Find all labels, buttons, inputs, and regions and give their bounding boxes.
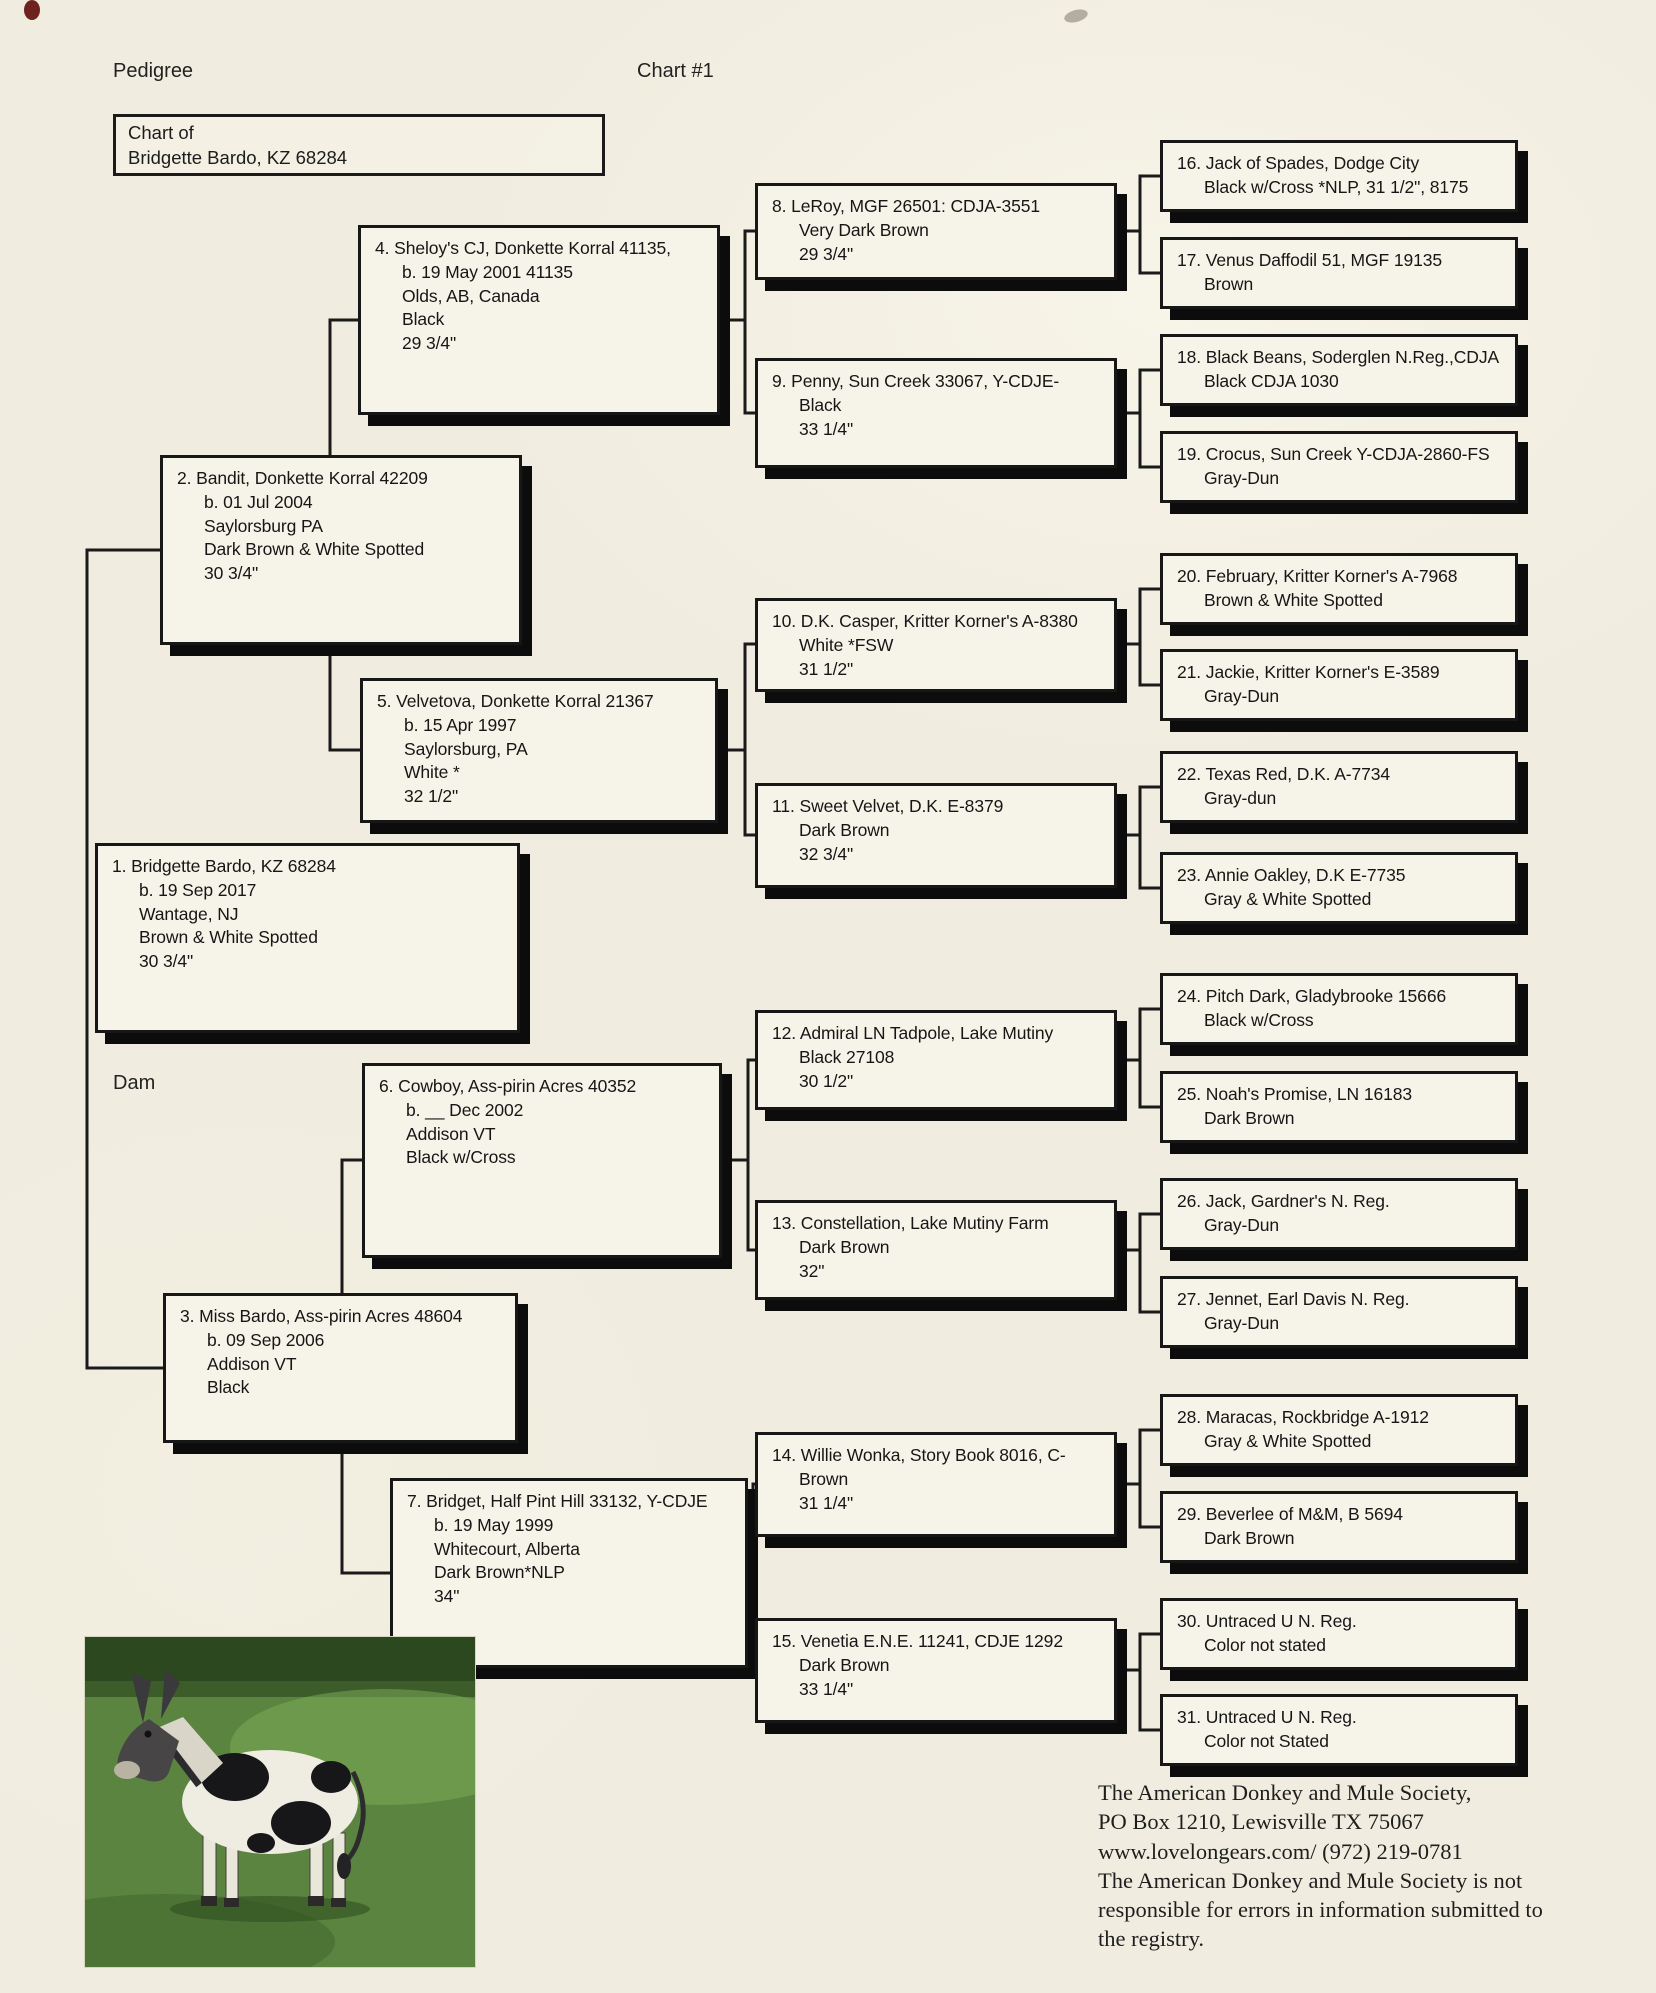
footer-line: responsible for errors in information submitted to: [1098, 1897, 1543, 1922]
pedigree-box-9: [755, 358, 1117, 468]
animal-detail-line: 30 3/4": [139, 951, 194, 972]
animal-detail-line: 30 1/2": [799, 1070, 854, 1091]
pedigree-box-20: [1160, 553, 1518, 625]
animal-detail-line: 32 3/4": [799, 843, 854, 864]
animal-detail-line: Black 27108: [799, 1046, 895, 1067]
animal-detail-line: Black: [402, 309, 445, 330]
animal-detail-line: Black w/Cross: [1204, 1009, 1314, 1030]
donkey-photo: [85, 1637, 475, 1967]
animal-detail-line: b. 09 Sep 2006: [207, 1329, 325, 1350]
pedigree-box-23: [1160, 852, 1518, 924]
animal-name-line: 23. Annie Oakley, D.K E-7735: [1177, 865, 1406, 885]
animal-detail-line: Dark Brown: [1204, 1527, 1295, 1548]
animal-name-line: 7. Bridget, Half Pint Hill 33132, Y-CDJE: [407, 1491, 708, 1511]
animal-detail-line: 33 1/4": [799, 418, 854, 439]
pedigree-box-14: [755, 1432, 1117, 1537]
animal-detail-line: Addison VT: [406, 1123, 496, 1144]
animal-name-line: 29. Beverlee of M&M, B 5694: [1177, 1504, 1403, 1524]
chart-of-line: Chart of: [128, 122, 194, 143]
animal-detail-line: Black w/Cross: [406, 1147, 516, 1168]
animal-name-line: 12. Admiral LN Tadpole, Lake Mutiny: [772, 1023, 1054, 1043]
animal-name-line: 15. Venetia E.N.E. 11241, CDJE 1292: [772, 1631, 1063, 1651]
animal-name-line: 17. Venus Daffodil 51, MGF 19135: [1177, 250, 1442, 270]
scan-artifact: [24, 0, 40, 20]
animal-name-line: 1. Bridgette Bardo, KZ 68284: [112, 856, 336, 876]
animal-name-line: 5. Velvetova, Donkette Korral 21367: [377, 691, 654, 711]
animal-name-line: 25. Noah's Promise, LN 16183: [1177, 1084, 1412, 1104]
animal-detail-line: 31 1/4": [799, 1492, 854, 1513]
animal-name-line: 24. Pitch Dark, Gladybrooke 15666: [1177, 986, 1447, 1006]
animal-name-line: 11. Sweet Velvet, D.K. E-8379: [772, 796, 1004, 816]
registry-footer: [1098, 1778, 1628, 1954]
animal-detail-line: 29 3/4": [402, 333, 457, 354]
donkey-photo-image: [85, 1637, 475, 1967]
pedigree-box-16: [1160, 140, 1518, 212]
dam-label: Dam: [113, 1072, 156, 1094]
animal-name-line: 4. Sheloy's CJ, Donkette Korral 41135,: [375, 238, 671, 258]
animal-detail-line: 29 3/4": [799, 243, 854, 264]
animal-detail-line: 34": [434, 1586, 460, 1607]
footer-line: the registry.: [1098, 1926, 1205, 1952]
pedigree-box-10: [755, 598, 1117, 692]
animal-name-line: 22. Texas Red, D.K. A-7734: [1177, 764, 1391, 784]
animal-detail-line: b. 19 May 1999: [434, 1514, 554, 1535]
animal-detail-line: Dark Brown: [799, 1236, 890, 1257]
animal-name-line: 21. Jackie, Kritter Korner's E-3589: [1177, 662, 1440, 682]
animal-detail-line: Saylorsburg, PA: [404, 738, 528, 759]
animal-name-line: 18. Black Beans, Soderglen N.Reg.,CDJA: [1177, 347, 1500, 367]
animal-name-line: 13. Constellation, Lake Mutiny Farm: [772, 1213, 1049, 1233]
animal-detail-line: Gray-Dun: [1204, 467, 1280, 488]
animal-detail-line: Black: [207, 1377, 250, 1398]
animal-detail-line: Dark Brown: [799, 1654, 890, 1675]
page-title: Pedigree: [113, 60, 194, 82]
animal-name-line: 8. LeRoy, MGF 26501: CDJA-3551: [772, 196, 1041, 216]
animal-detail-line: 31 1/2": [799, 658, 854, 679]
pedigree-box-1: [95, 843, 520, 1033]
pedigree-box-12: [755, 1010, 1117, 1110]
animal-name-line: 10. D.K. Casper, Kritter Korner's A-8380: [772, 611, 1078, 631]
animal-detail-line: 32 1/2": [404, 786, 459, 807]
animal-detail-line: Wantage, NJ: [139, 903, 239, 924]
footer-line: www.lovelongears.com/ (972) 219-0781: [1098, 1838, 1463, 1864]
animal-detail-line: b. __ Dec 2002: [406, 1099, 524, 1120]
animal-detail-line: Very Dark Brown: [799, 219, 929, 240]
animal-detail-line: Gray-Dun: [1204, 1214, 1280, 1235]
animal-name-line: 28. Maracas, Rockbridge A-1912: [1177, 1407, 1429, 1427]
animal-detail-line: Color not stated: [1204, 1634, 1326, 1655]
animal-detail-line: 32": [799, 1260, 825, 1281]
animal-name-line: 31. Untraced U N. Reg.: [1177, 1707, 1357, 1727]
animal-detail-line: b. 15 Apr 1997: [404, 714, 517, 735]
animal-detail-line: Color not Stated: [1204, 1730, 1329, 1751]
animal-name-line: 30. Untraced U N. Reg.: [1177, 1611, 1357, 1631]
animal-detail-line: Whitecourt, Alberta: [434, 1538, 580, 1559]
animal-detail-line: Gray & White Spotted: [1204, 888, 1372, 909]
animal-detail-line: Olds, AB, Canada: [402, 285, 540, 306]
animal-name-line: 20. February, Kritter Korner's A-7968: [1177, 566, 1458, 586]
animal-name-line: 26. Jack, Gardner's N. Reg.: [1177, 1191, 1390, 1211]
pedigree-box-21: [1160, 649, 1518, 721]
footer-line: PO Box 1210, Lewisville TX 75067: [1098, 1809, 1424, 1835]
animal-name-line: 3. Miss Bardo, Ass-pirin Acres 48604: [180, 1306, 463, 1326]
animal-detail-line: Black w/Cross *NLP, 31 1/2", 8175: [1204, 176, 1469, 197]
animal-detail-line: Addison VT: [207, 1353, 297, 1374]
chart-of-subject-line: Bridgette Bardo, KZ 68284: [128, 146, 348, 168]
animal-detail-line: Gray-Dun: [1204, 685, 1280, 706]
animal-detail-line: 30 3/4": [204, 563, 259, 584]
animal-detail-line: Dark Brown: [799, 819, 890, 840]
pedigree-box-8: [755, 183, 1117, 280]
animal-detail-line: Brown & White Spotted: [139, 927, 318, 948]
pedigree-box-24: [1160, 973, 1518, 1045]
animal-detail-line: b. 19 May 2001 41135: [402, 261, 573, 282]
pedigree-box-30: [1160, 1598, 1518, 1670]
pedigree-box-25: [1160, 1071, 1518, 1143]
animal-detail-line: Brown & White Spotted: [1204, 589, 1383, 610]
pedigree-box-4: [358, 225, 720, 415]
animal-name-line: 2. Bandit, Donkette Korral 42209: [177, 468, 428, 488]
pedigree-box-26: [1160, 1178, 1518, 1250]
animal-name-line: 19. Crocus, Sun Creek Y-CDJA-2860-FS: [1177, 444, 1490, 464]
animal-detail-line: b. 19 Sep 2017: [139, 879, 257, 900]
pedigree-box-17: [1160, 237, 1518, 309]
animal-detail-line: Gray-Dun: [1204, 1312, 1280, 1333]
animal-detail-line: 33 1/4": [799, 1678, 854, 1699]
animal-name-line: 27. Jennet, Earl Davis N. Reg.: [1177, 1289, 1410, 1309]
animal-detail-line: Brown: [799, 1468, 849, 1489]
animal-detail-line: Gray-dun: [1204, 787, 1277, 808]
pedigree-box-2: [160, 455, 522, 645]
chart-number-label: Chart #1: [637, 60, 714, 82]
animal-detail-line: Dark Brown & White Spotted: [204, 539, 425, 560]
animal-detail-line: Dark Brown: [1204, 1107, 1295, 1128]
pedigree-box-5: [360, 678, 718, 823]
animal-detail-line: Black: [799, 394, 842, 415]
pedigree-box-19: [1160, 431, 1518, 503]
animal-detail-line: Black CDJA 1030: [1204, 370, 1339, 391]
pedigree-box-31: [1160, 1694, 1518, 1766]
pedigree-box-28: [1160, 1394, 1518, 1466]
animal-name-line: 6. Cowboy, Ass-pirin Acres 40352: [379, 1076, 637, 1096]
pedigree-box-18: [1160, 334, 1518, 406]
pedigree-box-13: [755, 1200, 1117, 1300]
pedigree-box-22: [1160, 751, 1518, 823]
footer-line: The American Donkey and Mule Society is not: [1098, 1867, 1523, 1893]
animal-detail-line: Brown: [1204, 273, 1254, 294]
pedigree-box-27: [1160, 1276, 1518, 1348]
animal-detail-line: b. 01 Jul 2004: [204, 491, 313, 512]
chart-of-box: [113, 114, 605, 176]
animal-detail-line: White *FSW: [799, 634, 894, 655]
animal-detail-line: Gray & White Spotted: [1204, 1430, 1372, 1451]
pedigree-box-6: [362, 1063, 722, 1258]
footer-line: The American Donkey and Mule Society,: [1098, 1780, 1472, 1805]
animal-name-line: 9. Penny, Sun Creek 33067, Y-CDJE-: [772, 371, 1060, 391]
pedigree-box-3: [163, 1293, 518, 1443]
animal-detail-line: Dark Brown*NLP: [434, 1562, 565, 1583]
animal-name-line: 16. Jack of Spades, Dodge City: [1177, 153, 1420, 173]
pedigree-box-11: [755, 783, 1117, 888]
animal-detail-line: Saylorsburg PA: [204, 515, 323, 536]
pedigree-box-15: [755, 1618, 1117, 1723]
pedigree-box-29: [1160, 1491, 1518, 1563]
animal-name-line: 14. Willie Wonka, Story Book 8016, C-: [772, 1445, 1066, 1465]
animal-detail-line: White *: [404, 762, 460, 783]
